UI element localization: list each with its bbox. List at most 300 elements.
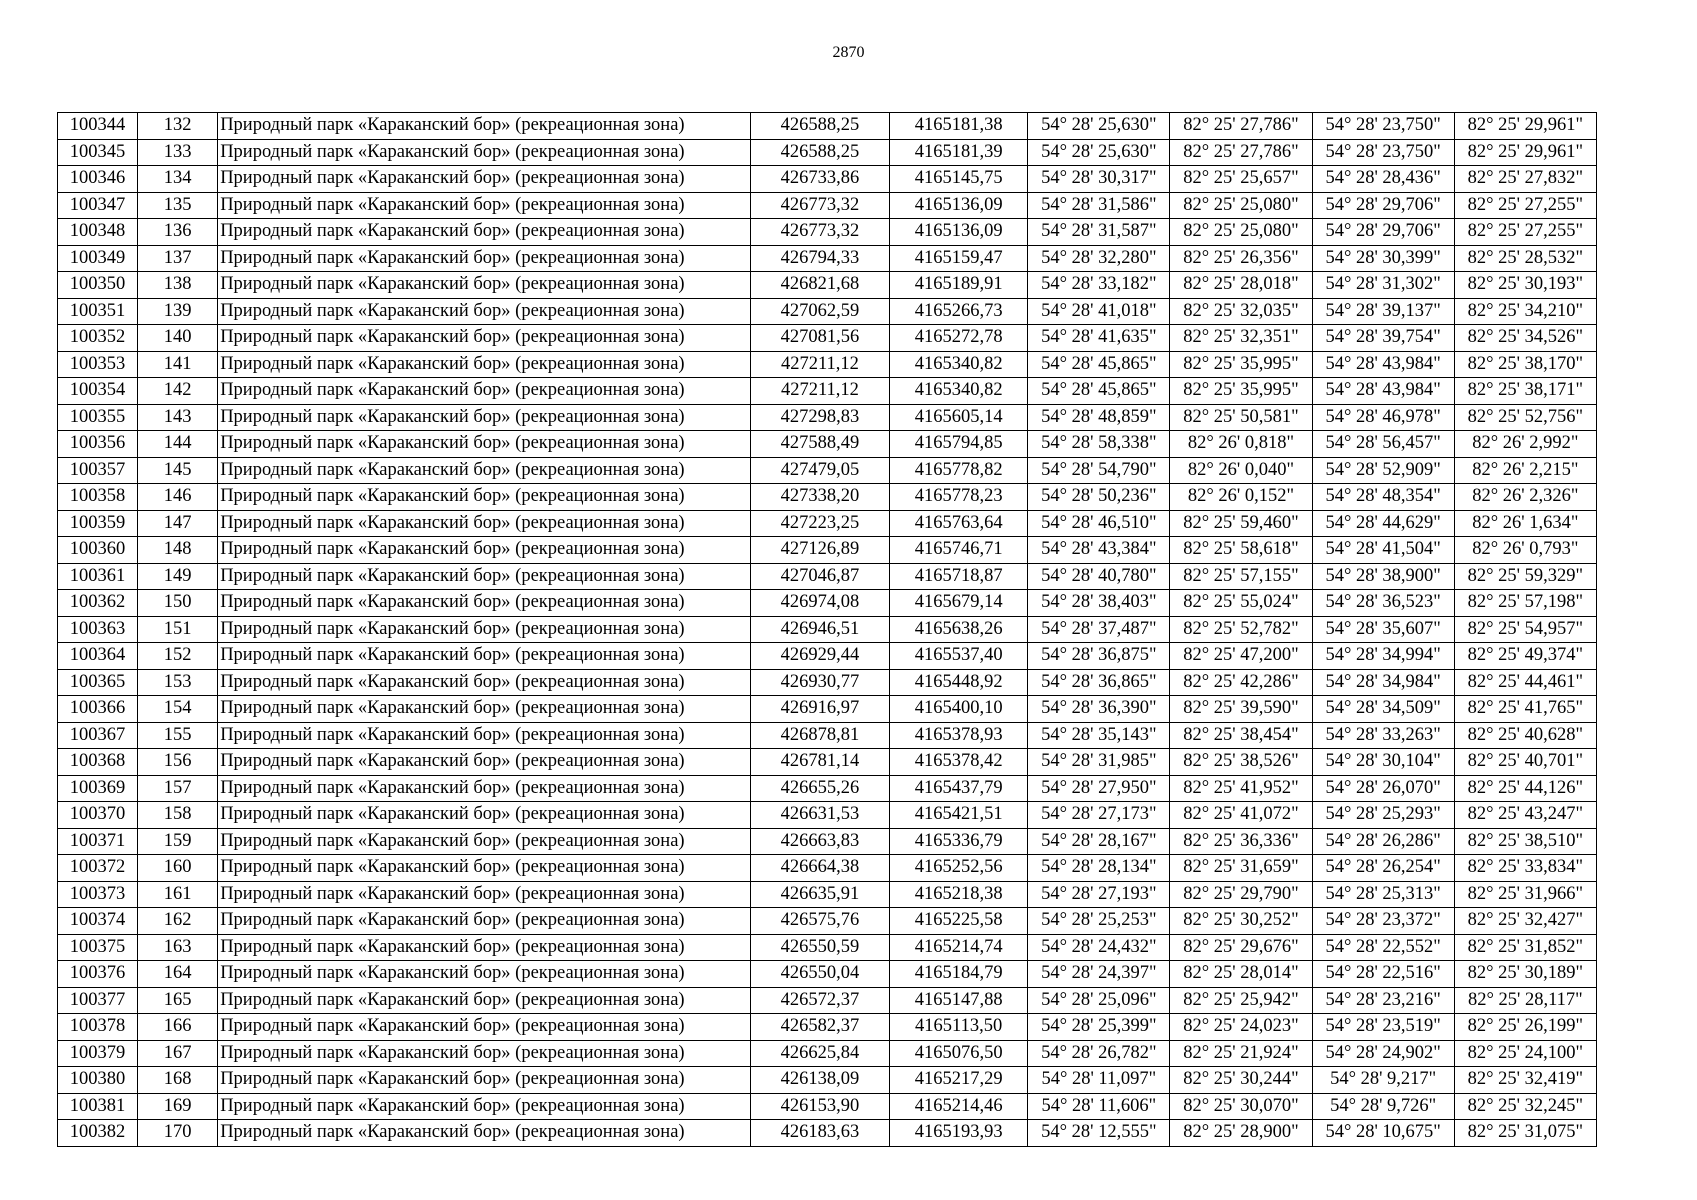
cell-id: 100372 xyxy=(58,855,138,882)
cell-latitude-2: 54° 28' 26,286" xyxy=(1312,828,1454,855)
cell-longitude-1: 82° 25' 30,252" xyxy=(1170,908,1312,935)
cell-id: 100354 xyxy=(58,378,138,405)
cell-y: 4165136,09 xyxy=(890,192,1028,219)
cell-x: 426588,25 xyxy=(750,139,889,166)
cell-x: 426631,53 xyxy=(750,802,889,829)
cell-id: 100345 xyxy=(58,139,138,166)
cell-latitude-1: 54° 28' 25,630" xyxy=(1028,139,1170,166)
cell-latitude-1: 54° 28' 28,167" xyxy=(1028,828,1170,855)
cell-latitude-2: 54° 28' 34,994" xyxy=(1312,643,1454,670)
cell-zone-name: Природный парк «Караканский бор» (рекреационная зона) xyxy=(218,908,751,935)
cell-id: 100355 xyxy=(58,404,138,431)
cell-latitude-2: 54° 28' 33,263" xyxy=(1312,722,1454,749)
cell-zone-name: Природный парк «Караканский бор» (рекреационная зона) xyxy=(218,881,751,908)
cell-x: 426773,32 xyxy=(750,219,889,246)
cell-x: 426878,81 xyxy=(750,722,889,749)
cell-latitude-2: 54° 28' 34,984" xyxy=(1312,669,1454,696)
cell-longitude-2: 82° 25' 44,126" xyxy=(1454,775,1596,802)
cell-y: 4165272,78 xyxy=(890,325,1028,352)
cell-zone-name: Природный парк «Караканский бор» (рекреационная зона) xyxy=(218,166,751,193)
table-row xyxy=(58,298,1597,325)
cell-id: 100382 xyxy=(58,1120,138,1147)
cell-longitude-2: 82° 26' 2,992" xyxy=(1454,431,1596,458)
cell-y: 4165378,93 xyxy=(890,722,1028,749)
cell-longitude-1: 82° 25' 29,676" xyxy=(1170,934,1312,961)
cell-latitude-2: 54° 28' 36,523" xyxy=(1312,590,1454,617)
cell-x: 426572,37 xyxy=(750,987,889,1014)
table-row xyxy=(58,563,1597,590)
cell-zone-name: Природный парк «Караканский бор» (рекреационная зона) xyxy=(218,934,751,961)
cell-longitude-1: 82° 25' 38,526" xyxy=(1170,749,1312,776)
cell-id: 100374 xyxy=(58,908,138,935)
cell-latitude-1: 54° 28' 27,193" xyxy=(1028,881,1170,908)
cell-x: 427588,49 xyxy=(750,431,889,458)
cell-latitude-2: 54° 28' 23,372" xyxy=(1312,908,1454,935)
cell-point-number: 162 xyxy=(138,908,218,935)
cell-longitude-1: 82° 25' 55,024" xyxy=(1170,590,1312,617)
cell-latitude-1: 54° 28' 27,173" xyxy=(1028,802,1170,829)
cell-latitude-2: 54° 28' 22,552" xyxy=(1312,934,1454,961)
cell-longitude-1: 82° 25' 41,952" xyxy=(1170,775,1312,802)
cell-id: 100368 xyxy=(58,749,138,776)
table-row xyxy=(58,1014,1597,1041)
cell-x: 427126,89 xyxy=(750,537,889,564)
cell-latitude-2: 54° 28' 39,754" xyxy=(1312,325,1454,352)
cell-x: 426821,68 xyxy=(750,272,889,299)
cell-x: 426138,09 xyxy=(750,1067,889,1094)
cell-zone-name: Природный парк «Караканский бор» (рекреационная зона) xyxy=(218,1014,751,1041)
cell-latitude-2: 54° 28' 46,978" xyxy=(1312,404,1454,431)
cell-y: 4165184,79 xyxy=(890,961,1028,988)
cell-latitude-1: 54° 28' 26,782" xyxy=(1028,1040,1170,1067)
cell-x: 426625,84 xyxy=(750,1040,889,1067)
cell-zone-name: Природный парк «Караканский бор» (рекреационная зона) xyxy=(218,537,751,564)
cell-point-number: 147 xyxy=(138,510,218,537)
cell-longitude-2: 82° 25' 38,170" xyxy=(1454,351,1596,378)
cell-y: 4165193,93 xyxy=(890,1120,1028,1147)
cell-latitude-1: 54° 28' 35,143" xyxy=(1028,722,1170,749)
cell-longitude-2: 82° 25' 32,427" xyxy=(1454,908,1596,935)
cell-latitude-1: 54° 28' 25,399" xyxy=(1028,1014,1170,1041)
cell-id: 100367 xyxy=(58,722,138,749)
cell-zone-name: Природный парк «Караканский бор» (рекреационная зона) xyxy=(218,457,751,484)
table-row xyxy=(58,855,1597,882)
cell-latitude-2: 54° 28' 25,313" xyxy=(1312,881,1454,908)
cell-id: 100357 xyxy=(58,457,138,484)
cell-longitude-2: 82° 25' 38,510" xyxy=(1454,828,1596,855)
cell-point-number: 149 xyxy=(138,563,218,590)
cell-longitude-1: 82° 25' 30,070" xyxy=(1170,1093,1312,1120)
cell-longitude-2: 82° 25' 40,628" xyxy=(1454,722,1596,749)
table-row xyxy=(58,378,1597,405)
cell-latitude-1: 54° 28' 11,097" xyxy=(1028,1067,1170,1094)
cell-longitude-2: 82° 25' 52,756" xyxy=(1454,404,1596,431)
table-row xyxy=(58,139,1597,166)
cell-latitude-1: 54° 28' 27,950" xyxy=(1028,775,1170,802)
cell-zone-name: Природный парк «Караканский бор» (рекреационная зона) xyxy=(218,192,751,219)
cell-latitude-2: 54° 28' 23,519" xyxy=(1312,1014,1454,1041)
cell-latitude-1: 54° 28' 30,317" xyxy=(1028,166,1170,193)
cell-longitude-1: 82° 25' 32,035" xyxy=(1170,298,1312,325)
cell-x: 427211,12 xyxy=(750,351,889,378)
cell-x: 427298,83 xyxy=(750,404,889,431)
cell-latitude-2: 54° 28' 29,706" xyxy=(1312,219,1454,246)
cell-latitude-2: 54° 28' 39,137" xyxy=(1312,298,1454,325)
cell-id: 100351 xyxy=(58,298,138,325)
cell-longitude-1: 82° 25' 42,286" xyxy=(1170,669,1312,696)
cell-latitude-2: 54° 28' 26,254" xyxy=(1312,855,1454,882)
cell-point-number: 166 xyxy=(138,1014,218,1041)
cell-zone-name: Природный парк «Караканский бор» (рекреационная зона) xyxy=(218,775,751,802)
cell-longitude-1: 82° 25' 39,590" xyxy=(1170,696,1312,723)
cell-zone-name: Природный парк «Караканский бор» (рекреационная зона) xyxy=(218,431,751,458)
cell-latitude-1: 54° 28' 31,587" xyxy=(1028,219,1170,246)
cell-longitude-2: 82° 25' 30,189" xyxy=(1454,961,1596,988)
cell-y: 4165421,51 xyxy=(890,802,1028,829)
table-row xyxy=(58,457,1597,484)
cell-longitude-1: 82° 26' 0,040" xyxy=(1170,457,1312,484)
table-row xyxy=(58,192,1597,219)
cell-longitude-1: 82° 25' 24,023" xyxy=(1170,1014,1312,1041)
cell-id: 100379 xyxy=(58,1040,138,1067)
cell-point-number: 140 xyxy=(138,325,218,352)
cell-x: 426575,76 xyxy=(750,908,889,935)
table-row xyxy=(58,669,1597,696)
cell-latitude-2: 54° 28' 31,302" xyxy=(1312,272,1454,299)
table-row xyxy=(58,510,1597,537)
cell-point-number: 170 xyxy=(138,1120,218,1147)
cell-zone-name: Природный парк «Караканский бор» (рекреационная зона) xyxy=(218,563,751,590)
cell-longitude-1: 82° 25' 28,018" xyxy=(1170,272,1312,299)
cell-y: 4165537,40 xyxy=(890,643,1028,670)
cell-point-number: 152 xyxy=(138,643,218,670)
cell-x: 426655,26 xyxy=(750,775,889,802)
cell-longitude-2: 82° 25' 29,961" xyxy=(1454,139,1596,166)
cell-x: 426974,08 xyxy=(750,590,889,617)
cell-x: 427223,25 xyxy=(750,510,889,537)
cell-latitude-2: 54° 28' 22,516" xyxy=(1312,961,1454,988)
cell-point-number: 169 xyxy=(138,1093,218,1120)
cell-latitude-1: 54° 28' 25,253" xyxy=(1028,908,1170,935)
cell-y: 4165218,38 xyxy=(890,881,1028,908)
cell-zone-name: Природный парк «Караканский бор» (рекреационная зона) xyxy=(218,1040,751,1067)
cell-longitude-1: 82° 25' 52,782" xyxy=(1170,616,1312,643)
cell-longitude-2: 82° 26' 2,215" xyxy=(1454,457,1596,484)
cell-zone-name: Природный парк «Караканский бор» (рекреационная зона) xyxy=(218,298,751,325)
cell-latitude-1: 54° 28' 33,182" xyxy=(1028,272,1170,299)
cell-latitude-1: 54° 28' 25,630" xyxy=(1028,113,1170,140)
cell-longitude-2: 82° 25' 28,117" xyxy=(1454,987,1596,1014)
cell-point-number: 141 xyxy=(138,351,218,378)
cell-point-number: 168 xyxy=(138,1067,218,1094)
cell-point-number: 164 xyxy=(138,961,218,988)
cell-id: 100375 xyxy=(58,934,138,961)
table-row xyxy=(58,775,1597,802)
cell-zone-name: Природный парк «Караканский бор» (рекреационная зона) xyxy=(218,855,751,882)
cell-id: 100349 xyxy=(58,245,138,272)
cell-latitude-1: 54° 28' 38,403" xyxy=(1028,590,1170,617)
cell-x: 426733,86 xyxy=(750,166,889,193)
cell-point-number: 132 xyxy=(138,113,218,140)
cell-point-number: 139 xyxy=(138,298,218,325)
cell-y: 4165778,23 xyxy=(890,484,1028,511)
cell-y: 4165252,56 xyxy=(890,855,1028,882)
cell-longitude-1: 82° 25' 25,657" xyxy=(1170,166,1312,193)
cell-point-number: 138 xyxy=(138,272,218,299)
cell-longitude-1: 82° 25' 25,080" xyxy=(1170,192,1312,219)
cell-longitude-2: 82° 26' 0,793" xyxy=(1454,537,1596,564)
table-row xyxy=(58,245,1597,272)
table-row xyxy=(58,643,1597,670)
cell-longitude-1: 82° 25' 35,995" xyxy=(1170,378,1312,405)
cell-zone-name: Природный парк «Караканский бор» (рекреационная зона) xyxy=(218,696,751,723)
cell-id: 100358 xyxy=(58,484,138,511)
cell-longitude-2: 82° 25' 38,171" xyxy=(1454,378,1596,405)
cell-longitude-1: 82° 25' 27,786" xyxy=(1170,139,1312,166)
cell-zone-name: Природный парк «Караканский бор» (рекреационная зона) xyxy=(218,245,751,272)
cell-x: 426663,83 xyxy=(750,828,889,855)
cell-latitude-1: 54° 28' 36,865" xyxy=(1028,669,1170,696)
cell-y: 4165217,29 xyxy=(890,1067,1028,1094)
cell-x: 426781,14 xyxy=(750,749,889,776)
cell-longitude-1: 82° 25' 25,080" xyxy=(1170,219,1312,246)
cell-longitude-2: 82° 25' 32,419" xyxy=(1454,1067,1596,1094)
cell-y: 4165336,79 xyxy=(890,828,1028,855)
cell-latitude-1: 54° 28' 58,338" xyxy=(1028,431,1170,458)
cell-x: 426550,59 xyxy=(750,934,889,961)
cell-longitude-2: 82° 25' 34,210" xyxy=(1454,298,1596,325)
cell-latitude-2: 54° 28' 23,750" xyxy=(1312,139,1454,166)
cell-y: 4165113,50 xyxy=(890,1014,1028,1041)
cell-zone-name: Природный парк «Караканский бор» (рекреационная зона) xyxy=(218,484,751,511)
cell-latitude-1: 54° 28' 28,134" xyxy=(1028,855,1170,882)
cell-longitude-1: 82° 25' 47,200" xyxy=(1170,643,1312,670)
cell-latitude-2: 54° 28' 48,354" xyxy=(1312,484,1454,511)
cell-id: 100362 xyxy=(58,590,138,617)
cell-latitude-2: 54° 28' 52,909" xyxy=(1312,457,1454,484)
cell-y: 4165189,91 xyxy=(890,272,1028,299)
cell-id: 100352 xyxy=(58,325,138,352)
cell-latitude-2: 54° 28' 26,070" xyxy=(1312,775,1454,802)
cell-longitude-2: 82° 25' 31,852" xyxy=(1454,934,1596,961)
cell-id: 100381 xyxy=(58,1093,138,1120)
cell-y: 4165225,58 xyxy=(890,908,1028,935)
cell-latitude-1: 54° 28' 45,865" xyxy=(1028,378,1170,405)
cell-y: 4165638,26 xyxy=(890,616,1028,643)
cell-latitude-1: 54° 28' 25,096" xyxy=(1028,987,1170,1014)
cell-zone-name: Природный парк «Караканский бор» (рекреационная зона) xyxy=(218,616,751,643)
table-row xyxy=(58,616,1597,643)
cell-latitude-1: 54° 28' 37,487" xyxy=(1028,616,1170,643)
table-row xyxy=(58,1093,1597,1120)
table-row xyxy=(58,749,1597,776)
cell-point-number: 161 xyxy=(138,881,218,908)
cell-x: 427479,05 xyxy=(750,457,889,484)
cell-longitude-1: 82° 25' 26,356" xyxy=(1170,245,1312,272)
cell-longitude-2: 82° 25' 40,701" xyxy=(1454,749,1596,776)
cell-zone-name: Природный парк «Караканский бор» (рекреационная зона) xyxy=(218,1093,751,1120)
cell-longitude-1: 82° 25' 30,244" xyxy=(1170,1067,1312,1094)
cell-latitude-2: 54° 28' 29,706" xyxy=(1312,192,1454,219)
cell-id: 100347 xyxy=(58,192,138,219)
cell-zone-name: Природный парк «Караканский бор» (рекреационная зона) xyxy=(218,987,751,1014)
cell-latitude-1: 54° 28' 45,865" xyxy=(1028,351,1170,378)
cell-id: 100361 xyxy=(58,563,138,590)
cell-id: 100363 xyxy=(58,616,138,643)
cell-x: 426635,91 xyxy=(750,881,889,908)
table-row xyxy=(58,113,1597,140)
cell-latitude-1: 54° 28' 41,635" xyxy=(1028,325,1170,352)
cell-longitude-1: 82° 25' 38,454" xyxy=(1170,722,1312,749)
cell-id: 100359 xyxy=(58,510,138,537)
cell-x: 427081,56 xyxy=(750,325,889,352)
cell-point-number: 154 xyxy=(138,696,218,723)
cell-point-number: 153 xyxy=(138,669,218,696)
cell-y: 4165378,42 xyxy=(890,749,1028,776)
cell-zone-name: Природный парк «Караканский бор» (рекреационная зона) xyxy=(218,272,751,299)
cell-longitude-1: 82° 25' 58,618" xyxy=(1170,537,1312,564)
cell-y: 4165679,14 xyxy=(890,590,1028,617)
cell-zone-name: Природный парк «Караканский бор» (рекреационная зона) xyxy=(218,219,751,246)
table-row xyxy=(58,219,1597,246)
cell-longitude-1: 82° 25' 27,786" xyxy=(1170,113,1312,140)
cell-latitude-2: 54° 28' 35,607" xyxy=(1312,616,1454,643)
cell-y: 4165145,75 xyxy=(890,166,1028,193)
table-row xyxy=(58,272,1597,299)
cell-latitude-1: 54° 28' 50,236" xyxy=(1028,484,1170,511)
cell-x: 426930,77 xyxy=(750,669,889,696)
cell-x: 426550,04 xyxy=(750,961,889,988)
cell-longitude-2: 82° 25' 29,961" xyxy=(1454,113,1596,140)
cell-point-number: 146 xyxy=(138,484,218,511)
cell-zone-name: Природный парк «Караканский бор» (рекреационная зона) xyxy=(218,961,751,988)
cell-latitude-2: 54° 28' 23,216" xyxy=(1312,987,1454,1014)
cell-longitude-1: 82° 25' 28,014" xyxy=(1170,961,1312,988)
cell-longitude-2: 82° 25' 27,255" xyxy=(1454,219,1596,246)
cell-latitude-1: 54° 28' 24,397" xyxy=(1028,961,1170,988)
cell-longitude-2: 82° 25' 41,765" xyxy=(1454,696,1596,723)
cell-latitude-2: 54° 28' 34,509" xyxy=(1312,696,1454,723)
cell-y: 4165437,79 xyxy=(890,775,1028,802)
cell-zone-name: Природный парк «Караканский бор» (рекреационная зона) xyxy=(218,351,751,378)
cell-x: 426582,37 xyxy=(750,1014,889,1041)
table-row xyxy=(58,696,1597,723)
cell-latitude-1: 54° 28' 12,555" xyxy=(1028,1120,1170,1147)
cell-y: 4165159,47 xyxy=(890,245,1028,272)
cell-latitude-2: 54° 28' 25,293" xyxy=(1312,802,1454,829)
cell-longitude-1: 82° 25' 36,336" xyxy=(1170,828,1312,855)
cell-id: 100364 xyxy=(58,643,138,670)
cell-longitude-1: 82° 25' 32,351" xyxy=(1170,325,1312,352)
cell-longitude-1: 82° 25' 29,790" xyxy=(1170,881,1312,908)
cell-longitude-2: 82° 25' 34,526" xyxy=(1454,325,1596,352)
table-row xyxy=(58,934,1597,961)
cell-latitude-2: 54° 28' 30,399" xyxy=(1312,245,1454,272)
cell-point-number: 160 xyxy=(138,855,218,882)
cell-longitude-2: 82° 25' 31,966" xyxy=(1454,881,1596,908)
cell-x: 426916,97 xyxy=(750,696,889,723)
cell-id: 100348 xyxy=(58,219,138,246)
cell-zone-name: Природный парк «Караканский бор» (рекреационная зона) xyxy=(218,669,751,696)
cell-latitude-1: 54° 28' 36,875" xyxy=(1028,643,1170,670)
cell-point-number: 135 xyxy=(138,192,218,219)
cell-latitude-2: 54° 28' 30,104" xyxy=(1312,749,1454,776)
cell-y: 4165794,85 xyxy=(890,431,1028,458)
cell-latitude-2: 54° 28' 28,436" xyxy=(1312,166,1454,193)
cell-longitude-1: 82° 25' 31,659" xyxy=(1170,855,1312,882)
cell-longitude-1: 82° 25' 25,942" xyxy=(1170,987,1312,1014)
cell-id: 100377 xyxy=(58,987,138,1014)
cell-longitude-2: 82° 25' 54,957" xyxy=(1454,616,1596,643)
cell-point-number: 157 xyxy=(138,775,218,802)
cell-zone-name: Природный парк «Караканский бор» (рекреационная зона) xyxy=(218,325,751,352)
cell-point-number: 148 xyxy=(138,537,218,564)
cell-point-number: 150 xyxy=(138,590,218,617)
cell-x: 426773,32 xyxy=(750,192,889,219)
cell-point-number: 155 xyxy=(138,722,218,749)
cell-latitude-1: 54° 28' 41,018" xyxy=(1028,298,1170,325)
cell-longitude-1: 82° 25' 57,155" xyxy=(1170,563,1312,590)
table-row xyxy=(58,802,1597,829)
cell-longitude-1: 82° 26' 0,152" xyxy=(1170,484,1312,511)
cell-latitude-2: 54° 28' 43,984" xyxy=(1312,351,1454,378)
cell-x: 426664,38 xyxy=(750,855,889,882)
cell-y: 4165778,82 xyxy=(890,457,1028,484)
table-row xyxy=(58,987,1597,1014)
cell-x: 426588,25 xyxy=(750,113,889,140)
table-row xyxy=(58,325,1597,352)
cell-point-number: 167 xyxy=(138,1040,218,1067)
cell-id: 100366 xyxy=(58,696,138,723)
cell-longitude-2: 82° 26' 2,326" xyxy=(1454,484,1596,511)
cell-zone-name: Природный парк «Караканский бор» (рекреационная зона) xyxy=(218,749,751,776)
cell-y: 4165136,09 xyxy=(890,219,1028,246)
cell-id: 100370 xyxy=(58,802,138,829)
cell-zone-name: Природный парк «Караканский бор» (рекреационная зона) xyxy=(218,404,751,431)
cell-point-number: 142 xyxy=(138,378,218,405)
cell-x: 427062,59 xyxy=(750,298,889,325)
cell-longitude-1: 82° 25' 59,460" xyxy=(1170,510,1312,537)
table-row xyxy=(58,590,1597,617)
table-row xyxy=(58,1067,1597,1094)
table-row xyxy=(58,537,1597,564)
cell-latitude-2: 54° 28' 23,750" xyxy=(1312,113,1454,140)
cell-point-number: 133 xyxy=(138,139,218,166)
cell-x: 426183,63 xyxy=(750,1120,889,1147)
cell-point-number: 136 xyxy=(138,219,218,246)
coordinates-table xyxy=(57,112,1597,1147)
cell-latitude-2: 54° 28' 43,984" xyxy=(1312,378,1454,405)
cell-longitude-1: 82° 25' 50,581" xyxy=(1170,404,1312,431)
cell-zone-name: Природный парк «Караканский бор» (рекреационная зона) xyxy=(218,113,751,140)
cell-latitude-2: 54° 28' 9,726" xyxy=(1312,1093,1454,1120)
cell-y: 4165746,71 xyxy=(890,537,1028,564)
cell-y: 4165605,14 xyxy=(890,404,1028,431)
table-row xyxy=(58,166,1597,193)
table-row xyxy=(58,881,1597,908)
cell-longitude-2: 82° 26' 1,634" xyxy=(1454,510,1596,537)
table-row xyxy=(58,908,1597,935)
cell-x: 427046,87 xyxy=(750,563,889,590)
cell-longitude-2: 82° 25' 27,255" xyxy=(1454,192,1596,219)
cell-latitude-1: 54° 28' 24,432" xyxy=(1028,934,1170,961)
cell-longitude-1: 82° 25' 28,900" xyxy=(1170,1120,1312,1147)
cell-longitude-1: 82° 25' 35,995" xyxy=(1170,351,1312,378)
cell-longitude-2: 82° 25' 57,198" xyxy=(1454,590,1596,617)
cell-latitude-2: 54° 28' 24,902" xyxy=(1312,1040,1454,1067)
cell-point-number: 143 xyxy=(138,404,218,431)
cell-longitude-2: 82° 25' 27,832" xyxy=(1454,166,1596,193)
